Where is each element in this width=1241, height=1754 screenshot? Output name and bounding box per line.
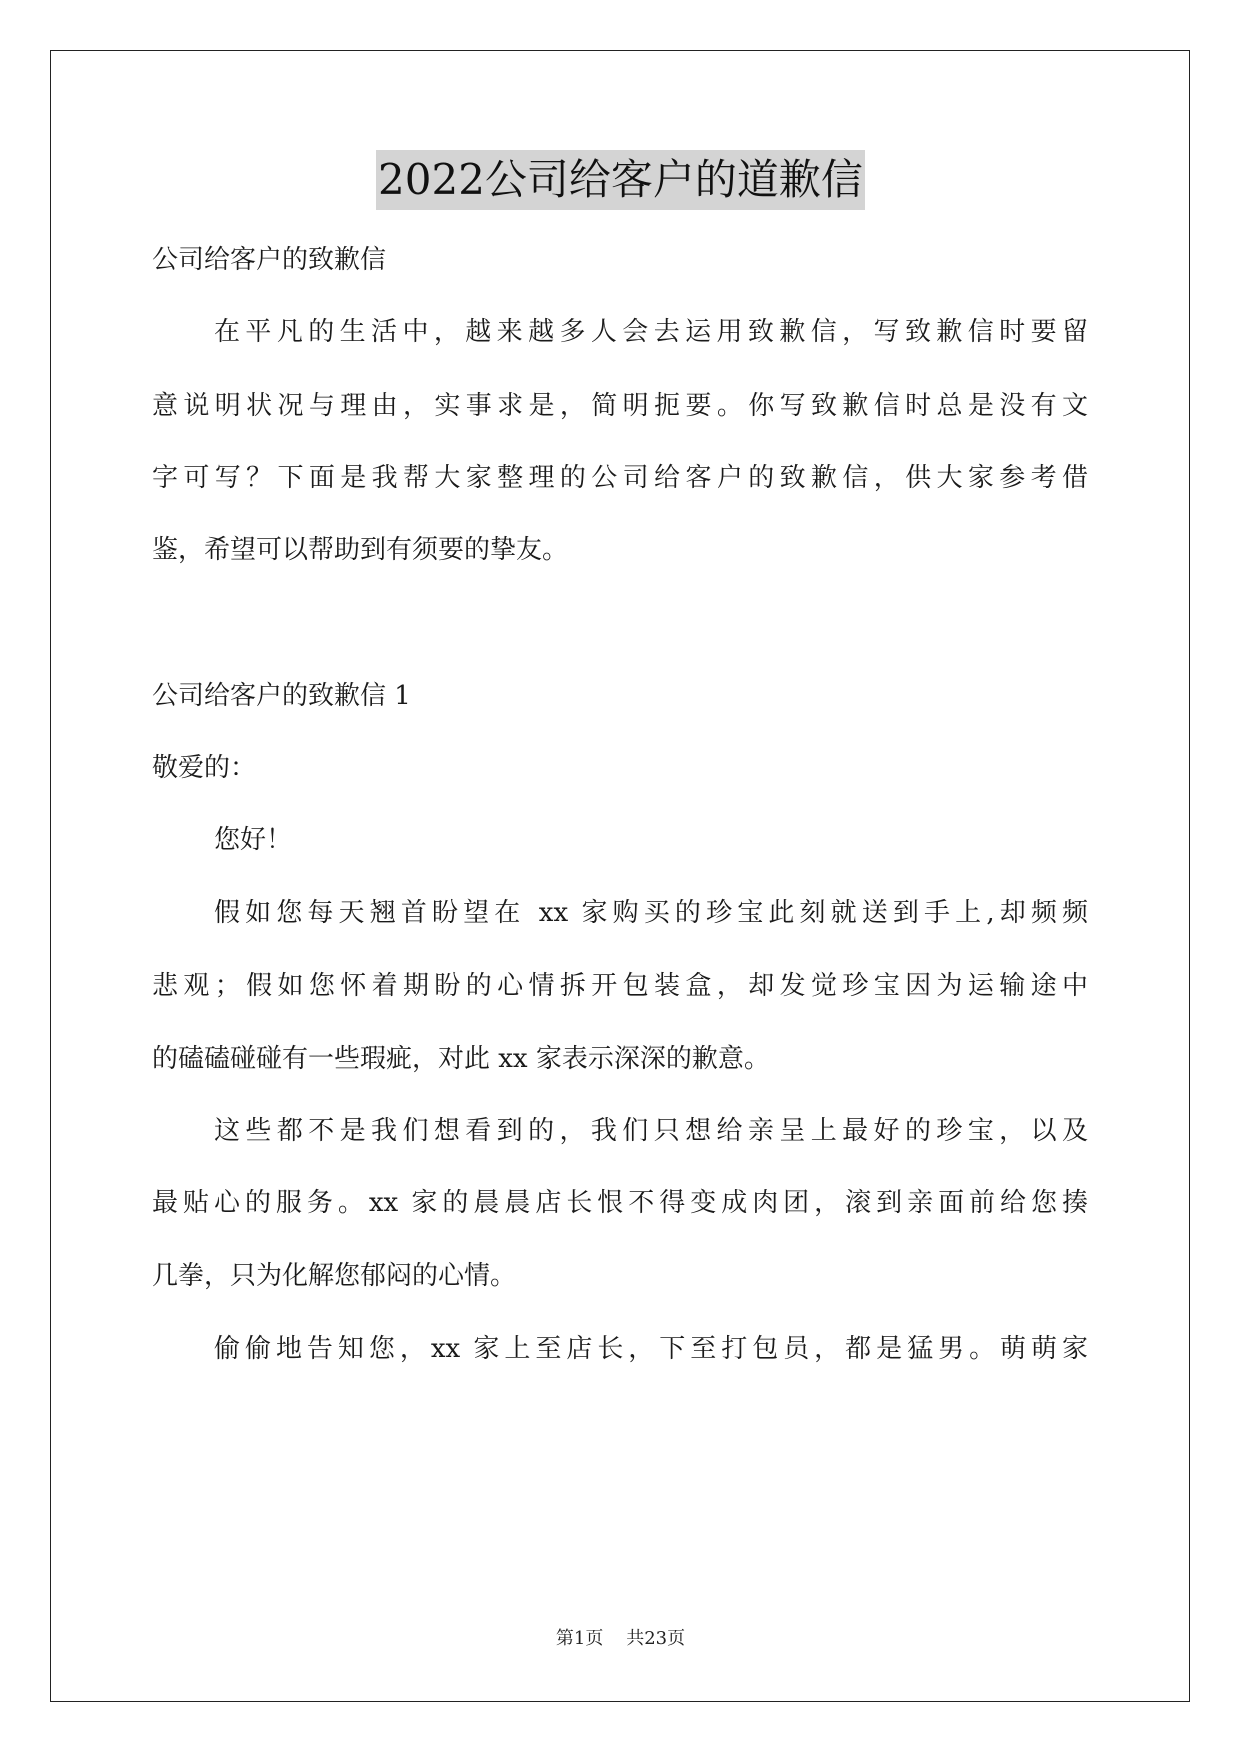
- title-container: [0, 150, 1241, 210]
- greeting: 您好！: [214, 825, 293, 855]
- intro-line: 鉴，希望可以帮助到有须要的挚友。: [152, 535, 569, 565]
- paragraph-line: 最贴心的服务。xx 家的晨晨店长恨不得变成肉团，滚到亲面前给您揍: [152, 1188, 1088, 1218]
- paragraph-line: 的磕磕碰碰有一些瑕疵，对此 xx 家表示深深的歉意。: [152, 1044, 770, 1074]
- intro-line: 意说明状况与理由，实事求是，简明扼要。你写致歉信时总是没有文: [152, 391, 1088, 421]
- page-border: [50, 50, 1190, 1702]
- paragraph-line: 偷偷地告知您，xx 家上至店长，下至打包员，都是猛男。萌萌家: [214, 1334, 1088, 1364]
- paragraph-line: 悲观；假如您怀着期盼的心情拆开包装盒，却发觉珍宝因为运输途中: [152, 971, 1088, 1001]
- page-number-footer: 第1页 共23页: [555, 1628, 686, 1649]
- paragraph-line: 几拳，只为化解您郁闷的心情。: [152, 1261, 517, 1291]
- salutation: 敬爱的：: [152, 753, 257, 783]
- intro-line: 字可写？下面是我帮大家整理的公司给客户的致歉信，供大家参考借: [152, 463, 1088, 493]
- letter-title: 公司给客户的致歉信 1: [152, 681, 411, 711]
- paragraph-line: 假如您每天翘首盼望在 xx 家购买的珍宝此刻就送到手上,却频频: [214, 898, 1088, 928]
- document-title: 2022公司给客户的道歉信: [376, 150, 865, 210]
- subtitle: 公司给客户的致歉信: [152, 245, 387, 275]
- intro-line: 在平凡的生活中，越来越多人会去运用致歉信，写致歉信时要留: [214, 317, 1088, 347]
- paragraph-line: 这些都不是我们想看到的，我们只想给亲呈上最好的珍宝，以及: [214, 1116, 1088, 1146]
